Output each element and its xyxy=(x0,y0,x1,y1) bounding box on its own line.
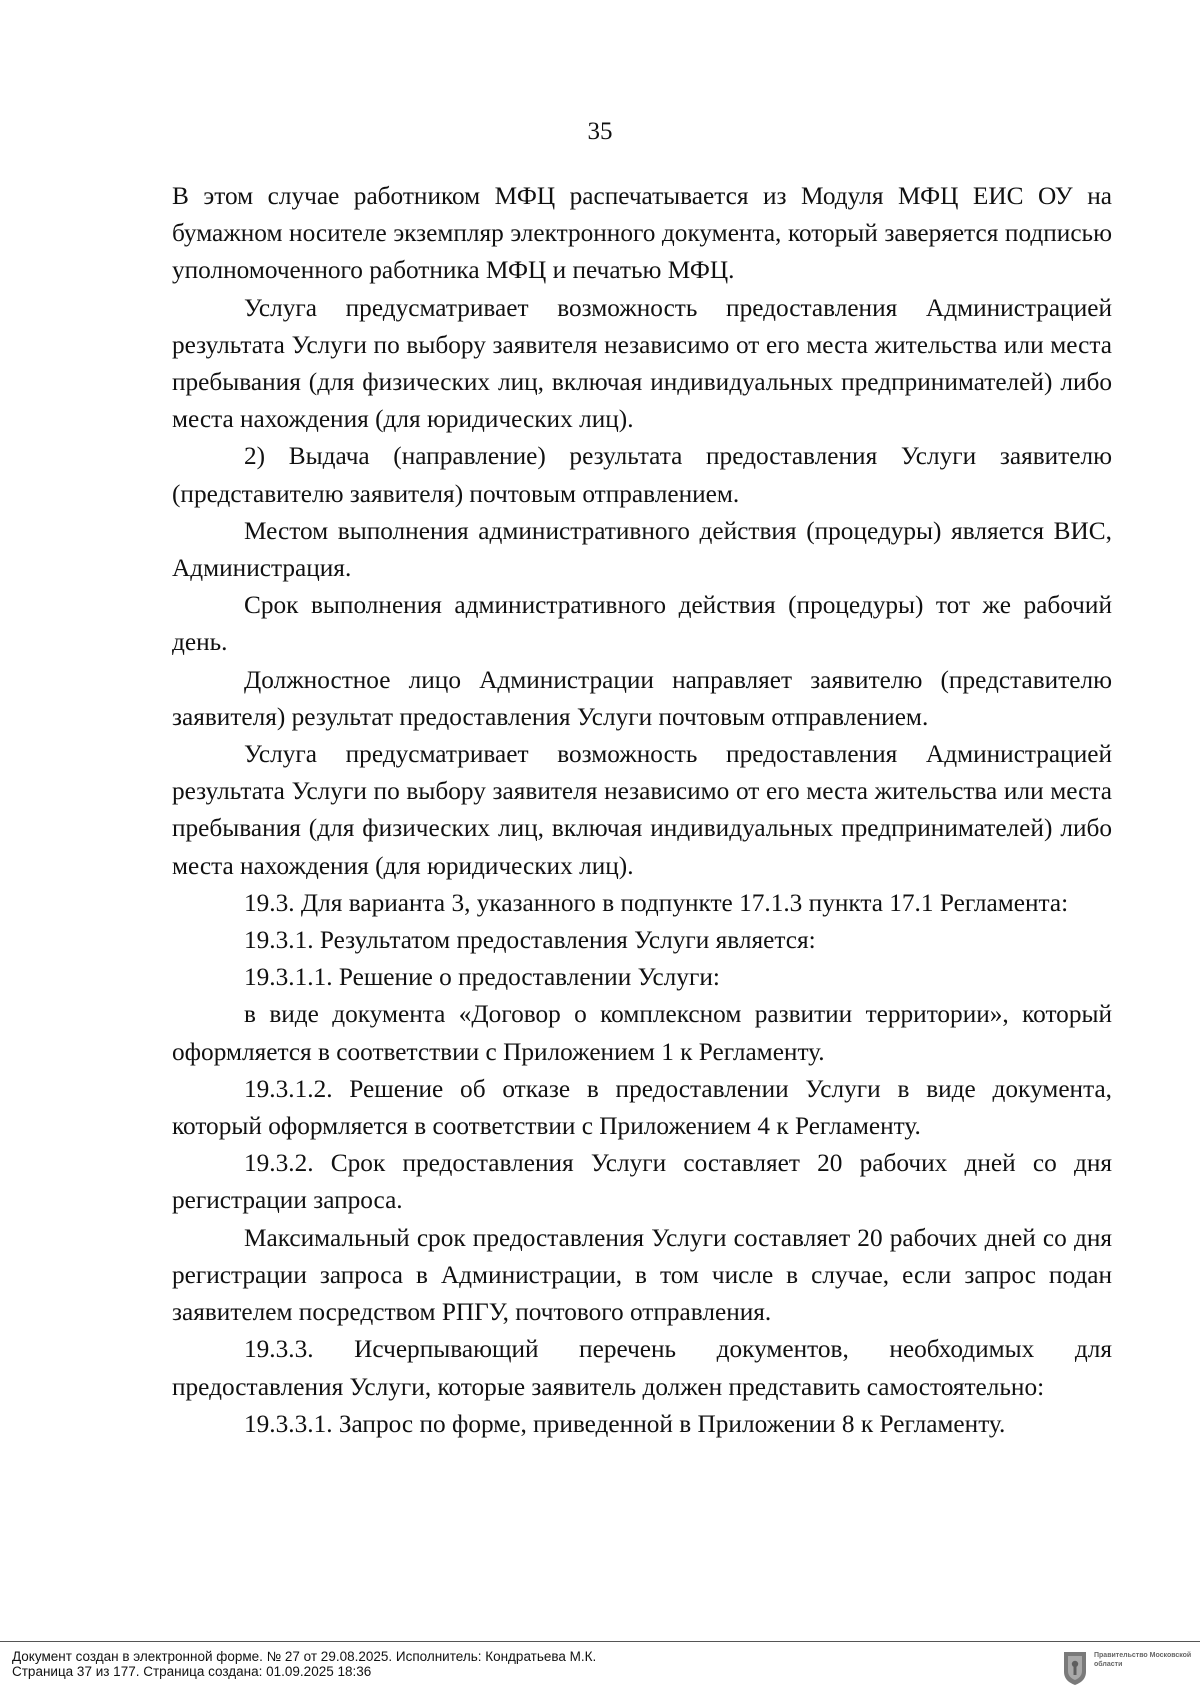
page-number: 35 xyxy=(587,118,613,145)
coat-of-arms-icon xyxy=(1062,1648,1088,1686)
paragraph: В этом случае работником МФЦ распечатывается из Модуля МФЦ ЕИС ОУ на бумажном носителе экземпляр электронного документа, который заверяется подписью уполномоченного работника МФЦ и печатью МФЦ. xyxy=(172,182,1112,285)
paragraph: Услуга предусматривает возможность предоставления Администрацией результата Услуги по выбору заявителя независимо от его места жительства или места пребывания (для физических лиц, включая индивидуальных предпринимателей) либо места нахождения (для юридических лиц). xyxy=(172,740,1112,880)
paragraph: в виде документа «Договор о комплексном развитии территории», который оформляется в соответствии с Приложением 1 к Регламенту. xyxy=(172,1000,1112,1066)
paragraph: 19.3.3.1. Запрос по форме, приведенной в Приложении 8 к Регламенту. xyxy=(244,1409,1006,1438)
footer-document-info: Документ создан в электронной форме. № 27 от 29.08.2025. Исполнитель: Кондратьева М.К. xyxy=(12,1649,597,1664)
paragraph: Услуга предусматривает возможность предоставления Администрацией результата Услуги по выбору заявителя независимо от его места жительства или места пребывания (для физических лиц, включая индивидуальных предпринимателей) либо места нахождения (для юридических лиц). xyxy=(172,293,1112,434)
footer-page-info: Страница 37 из 177. Страница создана: 01.09.2025 18:36 xyxy=(12,1664,372,1679)
paragraph: Должностное лицо Администрации направляет заявителю (представителю заявителя) результат предоставления Услуги почтовым отправлением. xyxy=(172,665,1112,731)
paragraph: 19.3.3. Исчерпывающий перечень документов, необходимых для предоставления Услуги, которые заявитель должен представить самостоятельно: xyxy=(172,1335,1112,1401)
paragraph: Срок выполнения административного действия (процедуры) тот же рабочий день. xyxy=(172,591,1112,657)
gov-logo-text: Правительство Московской области xyxy=(1094,1652,1192,1668)
paragraph: 19.3.1.2. Решение об отказе в предоставлении Услуги в виде документа, который оформляется в соответствии с Приложением 4 к Регламенту. xyxy=(172,1074,1112,1141)
document-body xyxy=(172,178,1112,1443)
document-footer xyxy=(0,1641,1200,1699)
paragraph: 19.3.1. Результатом предоставления Услуги является: xyxy=(244,926,816,955)
paragraph: 19.3.1.1. Решение о предоставлении Услуги: xyxy=(244,963,720,992)
paragraph: 2) Выдача (направление) результата предоставления Услуги заявителю (представителю заявителя) почтовым отправлением. xyxy=(172,442,1112,508)
paragraph: 19.3.2. Срок предоставления Услуги составляет 20 рабочих дней со дня регистрации запроса. xyxy=(172,1149,1112,1215)
paragraph: Местом выполнения административного действия (процедуры) является ВИС, Администрация. xyxy=(172,516,1112,583)
paragraph: Максимальный срок предоставления Услуги составляет 20 рабочих дней со дня регистрации запроса в Администрации, в том числе в случае, если запрос подан заявителем посредством РПГУ, почтового отправления. xyxy=(172,1223,1112,1327)
paragraph: 19.3. Для варианта 3, указанного в подпункте 17.1.3 пункта 17.1 Регламента: xyxy=(244,888,1069,917)
